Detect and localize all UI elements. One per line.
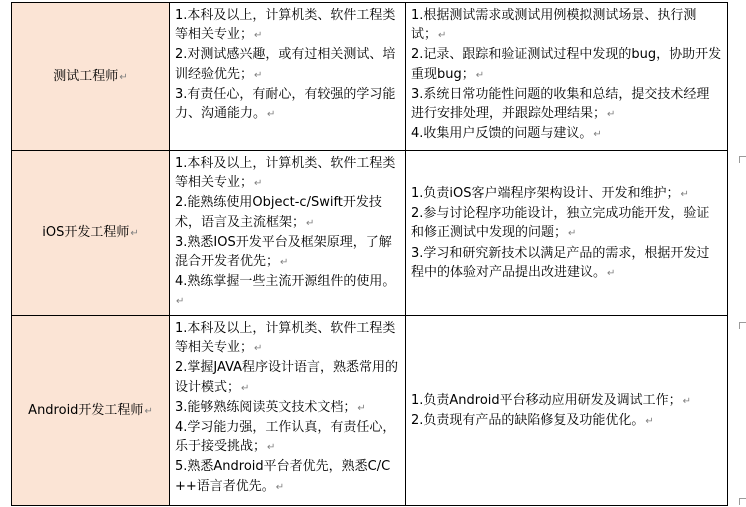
list-item: 4.熟练掌握一些主流开源组件的使用。↵ [175,274,396,308]
list-item: 2.能熟练使用Object-c/Swift开发技术，语言及主流框架；↵ [175,195,382,230]
list-item: 3.学习和研究新技术以满足产品的需求，根据开发过程中的体验对产品提出改进建议。↵ [411,245,710,280]
table-row [12,151,728,316]
list-item: 1.负责iOS客户端程序架构设计、开发和维护；↵ [411,185,689,201]
list-item: 1.负责Android平台移动应用研发及调试工作；↵ [411,392,692,408]
job-title: Android开发工程师 [28,402,144,418]
job-title-cell [12,151,170,316]
duties-cell [406,316,728,506]
list-item: 2.参与讨论程序功能设计，独立完成功能开发，验证和修正测试中发现的问题；↵ [411,206,710,241]
paragraph-mark-icon: ↵ [144,405,153,417]
job-table [11,2,728,506]
requirements-cell [170,316,406,506]
list-item: 2.负责现有产品的缺陷修复及功能优化。↵ [411,413,654,428]
job-title-cell [12,316,170,506]
job-title-cell [12,3,170,151]
list-item: 1.本科及以上，计算机类、软件工程类等相关专业；↵ [175,321,396,356]
job-title: 测试工程师 [53,68,119,84]
list-item: 1.根据测试需求或测试用例模拟测试场景、执行测试；↵ [411,8,697,43]
row-end-marker [739,156,746,163]
list-item: 2.对测试感兴趣，或有过相关测试、培训经验优先；↵ [175,47,396,82]
duties-cell [406,3,728,151]
job-title: iOS开发工程师 [42,225,130,241]
row-end-marker [739,498,746,505]
row-end-marker [739,322,746,329]
list-item: 2.记录、跟踪和验证测试过程中发现的bug，协助开发重现bug；↵ [411,47,722,82]
list-item: 3.能够熟练阅读英文技术文档；↵ [175,399,366,415]
table-row [12,3,728,151]
list-item: 1.本科及以上，计算机类、软件工程类等相关专业；↵ [175,156,396,191]
list-item: 3.有责任心，有耐心，有较强的学习能力、沟通能力。↵ [175,86,396,122]
requirements-cell [170,151,406,316]
list-item: 3.系统日常功能性问题的收集和总结，提交技术经理进行安排处理，并跟踪处理结果；↵ [411,86,710,122]
paragraph-mark-icon: ↵ [130,228,139,240]
table-row [12,316,728,506]
duties-cell [406,151,728,316]
list-item: 1.本科及以上，计算机类、软件工程类等相关专业；↵ [175,8,396,43]
list-item: 4.收集用户反馈的问题与建议。↵ [411,126,602,142]
list-item: 5.熟悉Android平台者优先，熟悉C/C++语言者优先。↵ [175,459,391,494]
requirements-cell [170,3,406,151]
list-item: 3.熟悉IOS开发平台及框架原理，了解混合开发者优先；↵ [175,234,392,270]
list-item: 4.学习能力强，工作认真，有责任心，乐于接受挑战；↵ [175,420,396,455]
list-item: 2.掌握JAVA程序设计语言，熟悉常用的设计模式；↵ [175,360,399,395]
paragraph-mark-icon: ↵ [119,71,128,83]
